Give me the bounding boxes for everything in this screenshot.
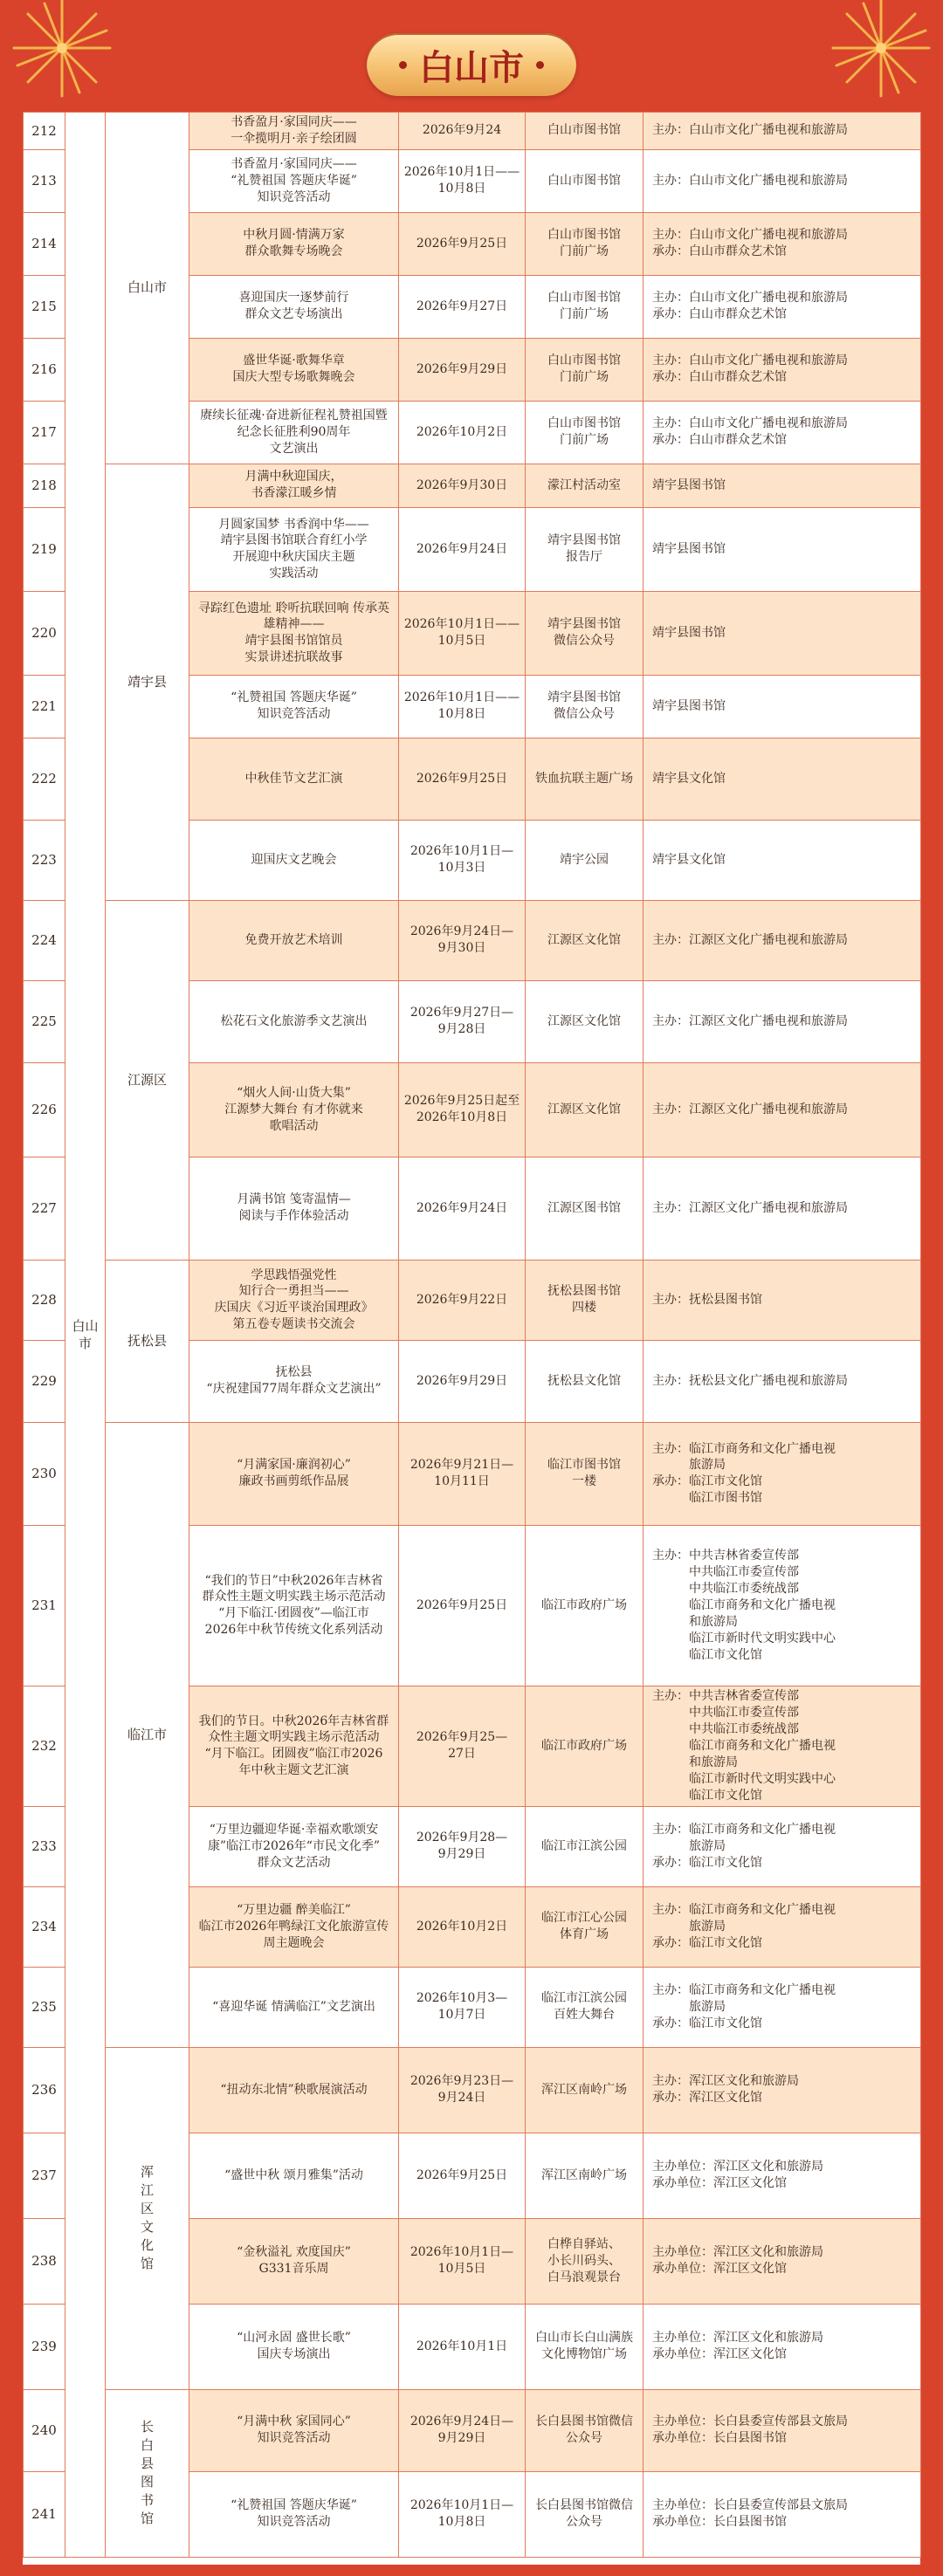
table-row: [24, 464, 921, 507]
activity-name-cell: 寻踪红色遗址 聆听抗联回响 传承英 雄精神—— 靖宇县图书馆馆员 实景讲述抗联故事: [189, 591, 399, 675]
activity-name-cell: 我们的节日。中秋2026年吉林省群 众性主题文明实践主场示范活动 “月下临江。团圆夜”临江市2026 年中秋主题文艺汇演: [189, 1686, 399, 1806]
venue-cell: 长白县图书馆微信 公众号: [526, 2389, 644, 2471]
organizer-cell: 主办：白山市文化广播电视和旅游局: [644, 113, 921, 150]
venue-cell: 抚松县文化馆: [526, 1340, 644, 1422]
county-cell: [106, 1422, 189, 2047]
activity-name-cell: 中秋月圆·情满万家 群众歌舞专场晚会: [189, 212, 399, 275]
date-cell: 2026年10月1日—— 10月5日: [399, 591, 526, 675]
activity-name-cell: “礼赞祖国 答题庆华诞” 知识竞答活动: [189, 2471, 399, 2557]
organizer-cell: 主办：中共吉林省委宣传部 中共临江市委宣传部 中共临江市委统战部 临江市商务和文化广播电视 和旅游局 临江市新时代文明实践中心 临江市文化馆: [644, 1686, 921, 1806]
date-cell: 2026年9月25日: [399, 2133, 526, 2218]
table-row: [24, 2047, 921, 2133]
venue-cell: 临江市江心公园 体育广场: [526, 1886, 644, 1967]
county-cell: [106, 1260, 189, 1422]
venue-cell: 临江市政府广场: [526, 1686, 644, 1806]
venue-cell: 江源区文化馆: [526, 980, 644, 1062]
organizer-cell: 主办：江源区文化广播电视和旅游局: [644, 1157, 921, 1260]
activity-name-cell: 月圆家国梦 书香润中华—— 靖宇县图书馆联合育红小学 开展迎中秋庆国庆主题 实践活动: [189, 507, 399, 591]
organizer-cell: 靖宇县文化馆: [644, 820, 921, 900]
row-number: 218: [24, 464, 65, 507]
row-number: 235: [24, 1967, 65, 2047]
organizer-cell: 主办：浑江区文化和旅游局 承办：浑江区文化馆: [644, 2047, 921, 2133]
county-cell: [106, 900, 189, 1260]
activity-name-cell: “礼赞祖国 答题庆华诞” 知识竞答活动: [189, 675, 399, 738]
activity-name-cell: 中秋佳节文艺汇演: [189, 738, 399, 820]
date-cell: 2026年9月24日— 9月29日: [399, 2389, 526, 2471]
date-cell: 2026年9月21日— 10月11日: [399, 1422, 526, 1525]
venue-cell: 临江市江滨公园: [526, 1806, 644, 1886]
table-row: [24, 113, 921, 150]
date-cell: 2026年10月1日— 10月8日: [399, 2471, 526, 2557]
county-name: 白山市: [127, 279, 167, 296]
organizer-cell: 主办：抚松县图书馆: [644, 1260, 921, 1340]
venue-cell: 白山市图书馆: [526, 149, 644, 212]
organizer-cell: 靖宇县图书馆: [644, 591, 921, 675]
venue-cell: 白山市图书馆 门前广场: [526, 212, 644, 275]
dot-icon: [536, 61, 544, 69]
date-cell: 2026年10月1日: [399, 2304, 526, 2389]
venue-cell: 抚松县图书馆 四楼: [526, 1260, 644, 1340]
activity-name-cell: “盛世中秋 颂月雅集”活动: [189, 2133, 399, 2218]
organizer-cell: 主办：白山市文化广播电视和旅游局: [644, 149, 921, 212]
activity-name-cell: 喜迎国庆一逐梦前行 群众文艺专场演出: [189, 275, 399, 338]
venue-cell: 江源区图书馆: [526, 1157, 644, 1260]
row-number: 236: [24, 2047, 65, 2133]
row-number: 228: [24, 1260, 65, 1340]
date-cell: 2026年9月24: [399, 113, 526, 150]
organizer-cell: 靖宇县文化馆: [644, 738, 921, 820]
date-cell: 2026年9月23日— 9月24日: [399, 2047, 526, 2133]
activity-name-cell: “万里边疆 醉美临江” 临江市2026年鸭绿江文化旅游宣传 周主题晚会: [189, 1886, 399, 1967]
activity-name-cell: “扭动东北情”秧歌展演活动: [189, 2047, 399, 2133]
row-number: 216: [24, 338, 65, 401]
row-number: 220: [24, 591, 65, 675]
date-cell: 2026年9月25日: [399, 1525, 526, 1686]
venue-cell: 濛江村活动室: [526, 464, 644, 507]
organizer-cell: 主办：白山市文化广播电视和旅游局 承办：白山市群众艺术馆: [644, 275, 921, 338]
activity-name-cell: 盛世华诞·歌舞华章 国庆大型专场歌舞晚会: [189, 338, 399, 401]
organizer-cell: 主办：临江市商务和文化广播电视 旅游局 承办：临江市文化馆: [644, 1967, 921, 2047]
date-cell: 2026年10月1日— 10月3日: [399, 820, 526, 900]
date-cell: 2026年10月2日: [399, 401, 526, 464]
activity-name-cell: “万里边疆迎华诞·幸福欢歌颂安 康”临江市2026年“市民文化季” 群众文艺活动: [189, 1806, 399, 1886]
venue-cell: 白山市图书馆: [526, 113, 644, 150]
activity-name-cell: “月满家国·廉润初心” 廉政书画剪纸作品展: [189, 1422, 399, 1525]
row-number: 232: [24, 1686, 65, 1806]
city-cell: [65, 113, 106, 2558]
row-number: 222: [24, 738, 65, 820]
organizer-cell: 主办单位：浑江区文化和旅游局 承办单位：浑江区文化馆: [644, 2133, 921, 2218]
activity-name-cell: 免费开放艺术培训: [189, 900, 399, 980]
date-cell: 2026年9月29日: [399, 1340, 526, 1422]
venue-cell: 长白县图书馆微信 公众号: [526, 2471, 644, 2557]
date-cell: 2026年10月1日—— 10月8日: [399, 149, 526, 212]
county-cell: [106, 113, 189, 464]
row-number: 231: [24, 1525, 65, 1686]
organizer-cell: 主办：江源区文化广播电视和旅游局: [644, 900, 921, 980]
row-number: 217: [24, 401, 65, 464]
county-name: 靖宇县: [127, 673, 167, 690]
organizer-cell: 主办：白山市文化广播电视和旅游局 承办：白山市群众艺术馆: [644, 401, 921, 464]
firework-icon: [824, 0, 938, 105]
table-row: [24, 2389, 921, 2471]
venue-cell: 靖宇县图书馆 报告厅: [526, 507, 644, 591]
date-cell: 2026年9月25— 27日: [399, 1686, 526, 1806]
organizer-cell: 靖宇县图书馆: [644, 507, 921, 591]
date-cell: 2026年9月27日— 9月28日: [399, 980, 526, 1062]
county-name: 江源区: [127, 1071, 167, 1088]
date-cell: 2026年9月24日: [399, 1157, 526, 1260]
organizer-cell: 主办：临江市商务和文化广播电视 旅游局 承办：临江市文化馆: [644, 1886, 921, 1967]
row-number: 240: [24, 2389, 65, 2471]
organizer-cell: 主办：抚松县文化广播电视和旅游局: [644, 1340, 921, 1422]
organizer-cell: 主办：江源区文化广播电视和旅游局: [644, 1062, 921, 1157]
venue-cell: 临江市图书馆 一楼: [526, 1422, 644, 1525]
venue-cell: 白桦自驿站、 小长川码头、 白马浪观景台: [526, 2218, 644, 2304]
organizer-cell: 主办单位：浑江区文化和旅游局 承办单位：浑江区文化馆: [644, 2304, 921, 2389]
activity-table: [23, 112, 921, 2558]
organizer-cell: 主办：中共吉林省委宣传部 中共临江市委宣传部 中共临江市委统战部 临江市商务和文化广播电视 和旅游局 临江市新时代文明实践中心 临江市文化馆: [644, 1525, 921, 1686]
dot-icon: [399, 61, 407, 69]
organizer-cell: 靖宇县图书馆: [644, 464, 921, 507]
organizer-cell: 主办：江源区文化广播电视和旅游局: [644, 980, 921, 1062]
date-cell: 2026年9月25日: [399, 212, 526, 275]
organizer-cell: 主办单位：浑江区文化和旅游局 承办单位：浑江区文化馆: [644, 2218, 921, 2304]
row-number: 213: [24, 149, 65, 212]
date-cell: 2026年10月1日— 10月5日: [399, 2218, 526, 2304]
activity-name-cell: 松花石文化旅游季文艺演出: [189, 980, 399, 1062]
firework-icon: [5, 0, 119, 105]
county-cell: [106, 2389, 189, 2557]
venue-cell: 临江市江滨公园 百姓大舞台: [526, 1967, 644, 2047]
organizer-cell: 主办：白山市文化广播电视和旅游局 承办：白山市群众艺术馆: [644, 338, 921, 401]
row-number: 241: [24, 2471, 65, 2557]
row-number: 233: [24, 1806, 65, 1886]
venue-cell: 临江市政府广场: [526, 1525, 644, 1686]
venue-cell: 白山市长白山满族 文化博物馆广场: [526, 2304, 644, 2389]
date-cell: 2026年10月3— 10月7日: [399, 1967, 526, 2047]
row-number: 234: [24, 1886, 65, 1967]
activity-name-cell: “山河永固 盛世长歌” 国庆专场演出: [189, 2304, 399, 2389]
date-cell: 2026年9月28— 9月29日: [399, 1806, 526, 1886]
activity-name-cell: “烟火人间·山货大集” 江源梦大舞台 有才你就来 歌唱活动: [189, 1062, 399, 1157]
activity-name-cell: 月满书馆 笺寄温情— 阅读与手作体验活动: [189, 1157, 399, 1260]
venue-cell: 靖宇县图书馆 微信公众号: [526, 591, 644, 675]
date-cell: 2026年9月22日: [399, 1260, 526, 1340]
venue-cell: 白山市图书馆 门前广场: [526, 338, 644, 401]
page-title: 白山市: [419, 47, 524, 88]
row-number: 212: [24, 113, 65, 150]
date-cell: 2026年10月1日—— 10月8日: [399, 675, 526, 738]
date-cell: 2026年9月27日: [399, 275, 526, 338]
page-header: [0, 0, 943, 112]
organizer-cell: 主办：临江市商务和文化广播电视 旅游局 承办：临江市文化馆 临江市图书馆: [644, 1422, 921, 1525]
organizer-cell: 主办：白山市文化广播电视和旅游局 承办：白山市群众艺术馆: [644, 212, 921, 275]
activity-name-cell: “月满中秋 家国同心” 知识竞答活动: [189, 2389, 399, 2471]
organizer-cell: 主办：临江市商务和文化广播电视 旅游局 承办：临江市文化馆: [644, 1806, 921, 1886]
activity-name-cell: “金秋溢礼 欢度国庆” G331音乐周: [189, 2218, 399, 2304]
row-number: 238: [24, 2218, 65, 2304]
activity-name-cell: “我们的节日”中秋2026年吉林省 群众性主题文明实践主场示范活动 “月下临江·团圆夜”—临江市 2026年中秋节传统文化系列活动: [189, 1525, 399, 1686]
row-number: 224: [24, 900, 65, 980]
county-name: 抚松县: [127, 1332, 167, 1349]
date-cell: 2026年9月25日: [399, 738, 526, 820]
organizer-cell: 主办单位：长白县委宣传部县文旅局 承办单位：长白县图书馆: [644, 2471, 921, 2557]
row-number: 229: [24, 1340, 65, 1422]
row-number: 227: [24, 1157, 65, 1260]
row-number: 237: [24, 2133, 65, 2218]
date-cell: 2026年9月30日: [399, 464, 526, 507]
activity-name-cell: 赓续长征魂·奋进新征程礼赞祖国暨 纪念长征胜利90周年 文艺演出: [189, 401, 399, 464]
row-number: 215: [24, 275, 65, 338]
venue-cell: 靖宇公园: [526, 820, 644, 900]
table-row: [24, 900, 921, 980]
venue-cell: 浑江区南岭广场: [526, 2047, 644, 2133]
row-number: 225: [24, 980, 65, 1062]
row-number: 226: [24, 1062, 65, 1157]
activity-name-cell: 月满中秋迎国庆， 书香濛江暖乡情: [189, 464, 399, 507]
activity-name-cell: 书香盈月·家国同庆—— 一伞揽明月·亲子绘团圆: [189, 113, 399, 150]
county-name: 临江市: [127, 1726, 167, 1742]
row-number: 223: [24, 820, 65, 900]
row-number: 230: [24, 1422, 65, 1525]
row-number: 219: [24, 507, 65, 591]
date-cell: 2026年10月2日: [399, 1886, 526, 1967]
table-row: [24, 1422, 921, 1525]
county-name: 浑江区文化馆: [141, 2164, 155, 2272]
city-name: 白山市: [72, 1317, 99, 1351]
activity-table-container: [23, 112, 920, 2565]
county-name: 长白县图书馆: [141, 2419, 155, 2527]
venue-cell: 白山市图书馆 门前广场: [526, 275, 644, 338]
activity-name-cell: 学思践悟强党性 知行合一勇担当—— 庆国庆《习近平谈治国理政》 第五卷专题读书交流会: [189, 1260, 399, 1340]
row-number: 214: [24, 212, 65, 275]
venue-cell: 江源区文化馆: [526, 1062, 644, 1157]
organizer-cell: 主办单位：长白县委宣传部县文旅局 承办单位：长白县图书馆: [644, 2389, 921, 2471]
date-cell: 2026年9月29日: [399, 338, 526, 401]
row-number: 221: [24, 675, 65, 738]
activity-name-cell: 抚松县 “庆祝建国77周年群众文艺演出”: [189, 1340, 399, 1422]
date-cell: 2026年9月24日: [399, 507, 526, 591]
activity-name-cell: “喜迎华诞 情满临江”文艺演出: [189, 1967, 399, 2047]
venue-cell: 铁血抗联主题广场: [526, 738, 644, 820]
date-cell: 2026年9月24日— 9月30日: [399, 900, 526, 980]
table-row: [24, 1260, 921, 1340]
page-title-badge: [367, 33, 576, 96]
row-number: 239: [24, 2304, 65, 2389]
county-cell: [106, 2047, 189, 2389]
venue-cell: 靖宇县图书馆 微信公众号: [526, 675, 644, 738]
activity-name-cell: 迎国庆文艺晚会: [189, 820, 399, 900]
activity-name-cell: 书香盈月·家国同庆—— “礼赞祖国 答题庆华诞” 知识竞答活动: [189, 149, 399, 212]
organizer-cell: 靖宇县图书馆: [644, 675, 921, 738]
date-cell: 2026年9月25日起至 2026年10月8日: [399, 1062, 526, 1157]
county-cell: [106, 464, 189, 900]
venue-cell: 浑江区南岭广场: [526, 2133, 644, 2218]
venue-cell: 江源区文化馆: [526, 900, 644, 980]
venue-cell: 白山市图书馆 门前广场: [526, 401, 644, 464]
